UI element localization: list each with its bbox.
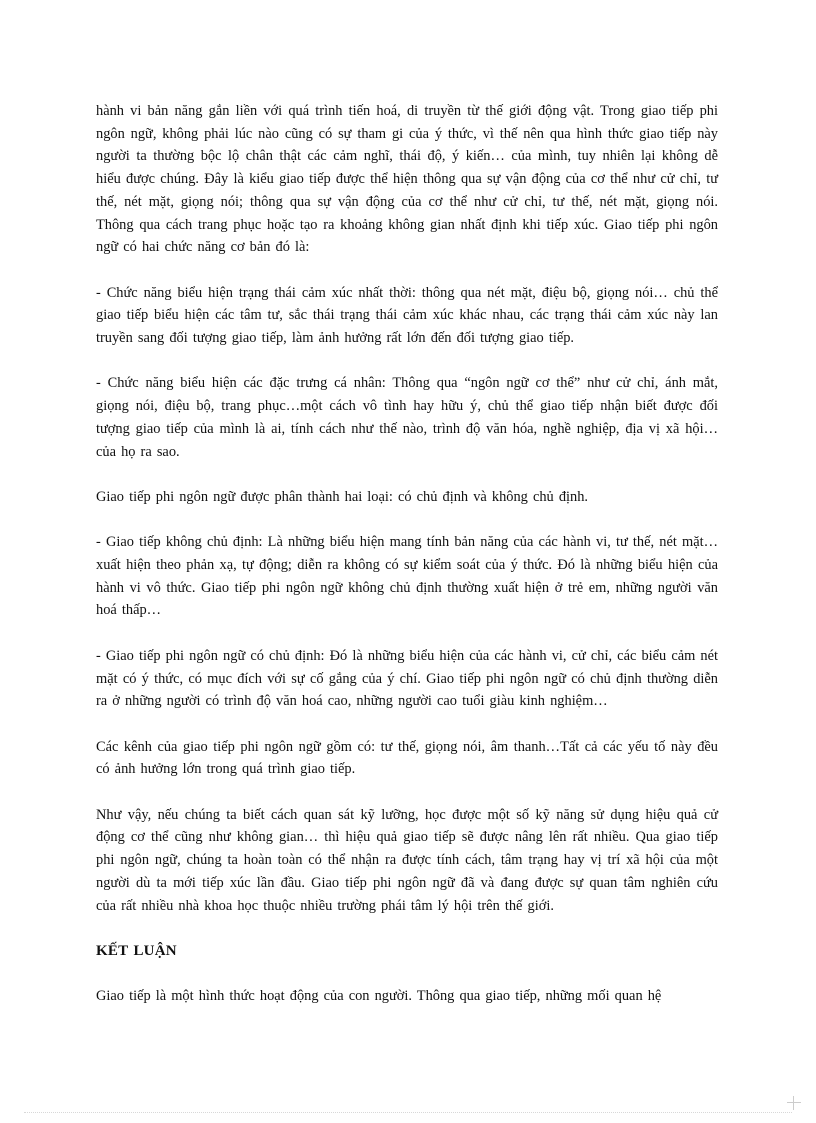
- paragraph-classification: Giao tiếp phi ngôn ngữ được phân thành hai loại: có chủ định và không chủ định.: [96, 488, 589, 505]
- section-heading-conclusion: KẾT LUẬN: [96, 942, 177, 959]
- paragraph-emotional-function: - Chức năng biểu hiện trạng thái cảm xúc nhất thời: thông qua nét mặt, điệu bộ, giọng nói… chủ thể giao tiếp biểu hiện các tâm tư, sắc thái trạng thái cảm xúc khác nhau, các trạng thái cảm xúc này lan truyền sang đối tượng giao tiếp, làm ảnh hưởng rất lớn đến đối tượng giao tiếp.: [96, 284, 718, 347]
- page-corner-mark-vertical: [793, 1096, 794, 1110]
- document-body: [96, 100, 718, 1030]
- page-corner-mark: [787, 1102, 801, 1103]
- paragraph-nonverbal-intro: hành vi bản năng gắn liền với quá trình tiến hoá, di truyền từ thế giới động vật. Trong giao tiếp phi ngôn ngữ, không phải lúc nào cũng có sự tham gi của ý thức, vì thế nên qua hình thức giao tiếp này người ta thường bộc lộ chân thật các cảm nghĩ, thái độ, ý kiến… của mình, tuy nhiên lại không dễ hiểu được chúng. Đây là kiểu giao tiếp được thể hiện thông qua sự vận động của cơ thể như cử chỉ, tư thế, nét mặt, giọng nói; thông qua sự vận động của cơ thể như cử chỉ, tư thế, nét mặt, giọng nói. Thông qua cách trang phục hoặc tạo ra khoảng không gian nhất định khi tiếp xúc. Giao tiếp phi ngôn ngữ có hai chức năng cơ bản đó là:: [96, 103, 718, 256]
- paragraph-personal-traits-function: - Chức năng biểu hiện các đặc trưng cá nhân: Thông qua “ngôn ngữ cơ thể” như cử chỉ, ánh mắt, giọng nói, điệu bộ, trang phục…một cách vô tình hay hữu ý, chủ thể giao tiếp nhận biết được đối tượng giao tiếp của mình là ai, tính cách như thế nào, trình độ văn hóa, nghề nghiệp, địa vị xã hội…của họ ra sao.: [96, 375, 718, 460]
- paragraph-summary: Như vậy, nếu chúng ta biết cách quan sát kỹ lưỡng, học được một số kỹ năng sử dụng hiệu quả cử động cơ thể cũng như không gian… thì hiệu quả giao tiếp sẽ được nâng lên rất nhiều. Qua giao tiếp phi ngôn ngữ, chúng ta hoàn toàn có thể nhận ra được tính cách, tâm trạng hay vị trí xã hội của một người dù ta mới tiếp xúc lần đầu. Giao tiếp phi ngôn ngữ đã và đang được sự quan tâm nghiên cứu của rất nhiều nhà khoa học thuộc nhiều trường phái tâm lý hội trên thế giới.: [96, 806, 718, 914]
- paragraph-conclusion: Giao tiếp là một hình thức hoạt động của con người. Thông qua giao tiếp, những mối quan hệ: [96, 987, 662, 1004]
- page-bottom-border: [24, 1112, 792, 1113]
- paragraph-channels: Các kênh của giao tiếp phi ngôn ngữ gồm có: tư thế, giọng nói, âm thanh…Tất cả các yếu tố này đều có ảnh hưởng lớn trong quá trình giao tiếp.: [96, 738, 718, 778]
- paragraph-intentional: - Giao tiếp phi ngôn ngữ có chủ định: Đó là những biểu hiện của các hành vi, cử chỉ, các biểu cảm nét mặt có ý thức, có mục đích với sự cố gắng của ý chí. Giao tiếp phi ngôn ngữ có chủ định thường diễn ra ở những người có trình độ văn hoá cao, những người cao tuổi giàu kinh nghiệm…: [96, 647, 718, 710]
- paragraph-unintentional: - Giao tiếp không chủ định: Là những biểu hiện mang tính bản năng của các hành vi, tư thế, nét mặt…xuất hiện theo phản xạ, tự động; diễn ra không có sự kiểm soát của ý thức. Đó là những biểu hiện của hành vi vô thức. Giao tiếp phi ngôn ngữ không chủ định thường xuất hiện ở trẻ em, những người văn hoá thấp…: [96, 534, 718, 619]
